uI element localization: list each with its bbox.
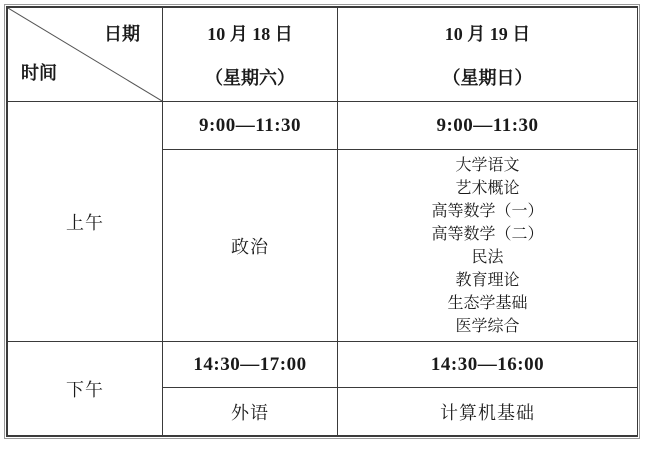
day2-header-cell [338, 8, 638, 102]
morning-day1-time-cell [163, 102, 338, 150]
afternoon-day1-subject: 外语 [231, 402, 269, 423]
morning-day2-time: 9:00—11:30 [436, 114, 539, 136]
day1-date: 10 月 18 日 [207, 23, 293, 44]
schedule-table [7, 7, 638, 436]
day2-weekday: （星期日） [442, 67, 533, 88]
afternoon-day2-time: 14:30—16:00 [430, 353, 545, 375]
morning-day2-subject-list [338, 154, 637, 338]
day2-date: 10 月 19 日 [444, 23, 531, 44]
morning-time-row [8, 102, 638, 150]
subject-item: 医学综合 [455, 317, 520, 335]
subject-item: 生态学基础 [447, 294, 528, 312]
exam-schedule-table [6, 6, 638, 437]
afternoon-label: 下午 [66, 379, 104, 400]
afternoon-day1-time: 14:30—17:00 [193, 353, 307, 375]
subject-item: 艺术概论 [455, 179, 520, 197]
subject-item: 高等数学（一） [431, 202, 544, 220]
header-row [8, 8, 638, 102]
subject-item: 高等数学（二） [431, 225, 544, 243]
day1-weekday: （星期六） [205, 67, 295, 88]
corner-header-cell [8, 8, 163, 102]
morning-day1-subject-cell [163, 150, 338, 342]
day1-header-cell [163, 8, 338, 102]
afternoon-day2-time-cell [338, 342, 638, 388]
subject-item: 教育理论 [455, 271, 520, 289]
morning-label: 上午 [66, 212, 104, 233]
corner-time-label: 时间 [21, 63, 57, 83]
afternoon-session-cell [8, 342, 163, 436]
afternoon-day2-subject-cell [338, 388, 638, 436]
morning-day2-subject-cell [338, 150, 638, 342]
afternoon-day2-subject: 计算机基础 [440, 402, 535, 423]
morning-day1-subject: 政治 [231, 236, 269, 257]
afternoon-day1-time-cell [163, 342, 338, 388]
afternoon-time-row [8, 342, 638, 388]
afternoon-day1-subject-cell [163, 388, 338, 436]
morning-day1-time: 9:00—11:30 [198, 114, 302, 136]
morning-day2-time-cell [338, 102, 638, 150]
morning-session-cell [8, 102, 163, 342]
subject-item: 民法 [471, 248, 504, 266]
corner-date-label: 日期 [104, 24, 140, 44]
subject-item: 大学语文 [455, 156, 520, 174]
